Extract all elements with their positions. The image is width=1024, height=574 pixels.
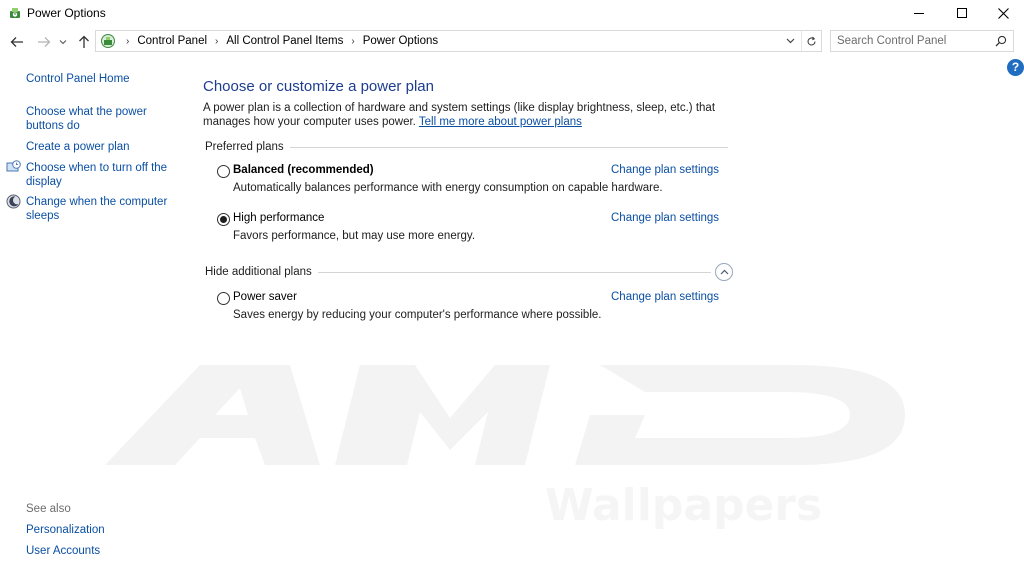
sidebar-item-power-buttons[interactable]: Choose what the power buttons do — [26, 106, 147, 132]
back-arrow-icon — [10, 36, 24, 48]
plan-power-saver-change-settings-link[interactable]: Change plan settings — [611, 291, 720, 303]
hide-additional-plans-heading[interactable]: Hide additional plans — [205, 266, 318, 278]
plan-high-performance-description: Favors performance, but may use more energy. — [233, 230, 476, 242]
chevron-down-icon — [786, 38, 795, 44]
see-also-user-accounts-link[interactable]: User Accounts — [26, 545, 101, 557]
breadcrumb-separator-icon: › — [351, 35, 355, 47]
close-icon — [998, 8, 1009, 19]
breadcrumb-separator-icon: › — [215, 35, 219, 47]
chevron-down-icon — [59, 39, 67, 45]
display-clock-icon — [6, 160, 21, 175]
breadcrumb-all-items[interactable]: All Control Panel Items — [226, 35, 344, 47]
sidebar-item-sleep[interactable]: Change when the computer sleeps — [26, 196, 168, 222]
intro-description: A power plan is a collection of hardware and system settings (like display brightness, sleep, etc.) that manages how your computer uses power. — [203, 102, 716, 128]
plan-power-saver-description: Saves energy by reducing your computer's performance where possible. — [233, 309, 602, 321]
learn-more-link[interactable]: Tell me more about power plans — [418, 116, 582, 128]
intro-text — [203, 101, 743, 129]
plan-power-saver-radio[interactable] — [217, 292, 230, 305]
breadcrumb-power-options[interactable]: Power Options — [362, 35, 439, 47]
breadcrumb — [118, 35, 438, 47]
forward-button[interactable] — [34, 32, 54, 52]
plan-balanced-name[interactable]: Balanced (recommended) — [233, 164, 374, 176]
plan-high-performance-change-settings-link[interactable]: Change plan settings — [611, 212, 720, 224]
watermark-subtitle: Wallpapers — [545, 480, 823, 530]
plan-power-saver-name[interactable]: Power saver — [233, 291, 297, 303]
see-also-personalization-link[interactable]: Personalization — [26, 524, 105, 536]
plan-balanced-radio[interactable] — [217, 165, 230, 178]
refresh-button[interactable] — [801, 31, 821, 51]
minimize-button[interactable] — [898, 0, 940, 26]
search-input[interactable] — [837, 34, 987, 48]
sidebar-item-display-off[interactable]: Choose when to turn off the display — [26, 162, 168, 188]
sidebar-item-create-plan[interactable]: Create a power plan — [26, 141, 130, 153]
maximize-icon — [957, 8, 967, 18]
plan-balanced-description: Automatically balances performance with energy consumption on capable hardware. — [233, 182, 663, 194]
additional-plans-divider — [313, 272, 711, 273]
title-bar — [0, 0, 1024, 26]
breadcrumb-control-panel[interactable]: Control Panel — [137, 35, 208, 47]
sidebar-item-control-panel-home[interactable]: Control Panel Home — [26, 73, 130, 85]
search-box — [830, 30, 1014, 52]
up-button[interactable] — [74, 32, 94, 52]
moon-sleep-icon — [6, 194, 21, 209]
recent-locations-button[interactable] — [56, 32, 70, 52]
preferred-plans-divider — [283, 147, 728, 148]
address-dropdown-button[interactable] — [781, 31, 799, 51]
refresh-icon — [806, 36, 817, 47]
up-arrow-icon — [78, 35, 90, 49]
breadcrumb-separator-icon: › — [126, 35, 130, 47]
control-panel-icon — [100, 33, 116, 49]
power-options-app-icon — [7, 5, 23, 21]
address-bar[interactable] — [95, 30, 822, 52]
plan-high-performance-radio[interactable] — [217, 213, 230, 226]
search-icon[interactable] — [995, 35, 1007, 47]
amd-watermark-logo — [105, 360, 915, 530]
preferred-plans-heading: Preferred plans — [205, 141, 290, 153]
chevron-up-icon — [720, 269, 729, 275]
minimize-icon — [914, 8, 924, 18]
see-also-heading: See also — [26, 503, 71, 515]
forward-arrow-icon — [37, 36, 51, 48]
back-button[interactable] — [7, 32, 27, 52]
window-title: Power Options — [27, 6, 106, 20]
plan-high-performance-name[interactable]: High performance — [233, 212, 325, 224]
page-title: Choose or customize a power plan — [203, 78, 434, 95]
plan-balanced-change-settings-link[interactable]: Change plan settings — [611, 164, 720, 176]
maximize-button[interactable] — [941, 0, 983, 26]
close-button[interactable] — [982, 0, 1024, 26]
navigation-bar — [0, 29, 1024, 55]
collapse-plans-button[interactable] — [715, 263, 733, 281]
help-icon[interactable]: ? — [1007, 59, 1024, 76]
